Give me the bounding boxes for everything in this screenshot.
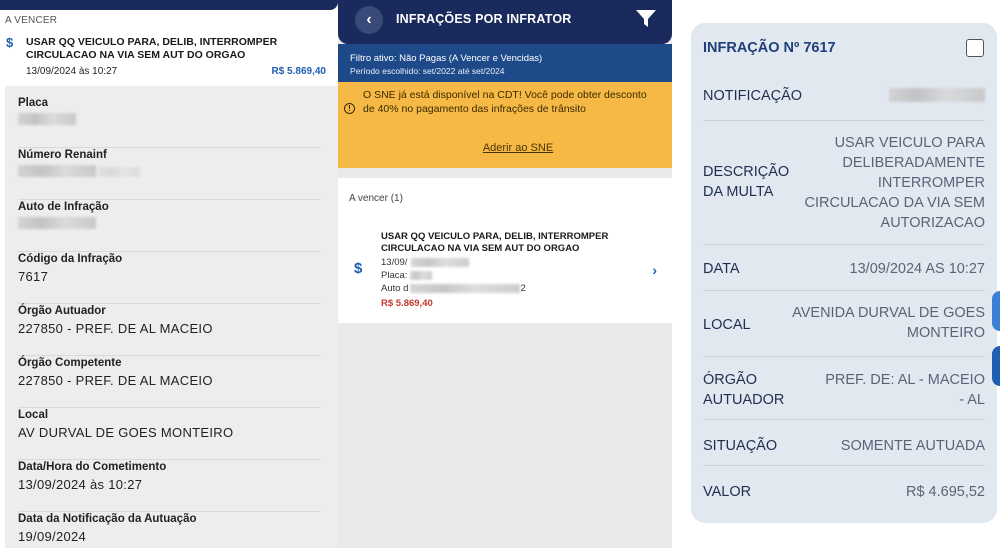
card-plate [381,270,432,282]
infraction-list-item[interactable] [0,30,338,84]
infraction-detail-card [691,23,997,523]
card-value: R$ 5.869,40 [381,298,433,309]
infraction-title: USAR QQ VEICULO PARA, DELIB, INTERROMPER CIRCULACAO NA VIA SEM AUT DO ORGAO [381,231,609,254]
field-label: Placa [18,97,49,109]
field-value-redacted [18,165,321,181]
field-renainf [18,148,321,200]
chevron-left-icon: ‹ [366,11,372,28]
active-filter-text: Filtro ativo: Não Pagas (A Vencer e Vencidas) [350,53,543,64]
dollar-icon: $ [6,35,14,50]
sne-banner [338,82,672,168]
row-descricao [703,121,985,245]
field-value-redacted [18,217,321,233]
row-value: SOMENTE AUTUADA [840,438,985,454]
row-valor [703,466,985,514]
back-button[interactable] [355,6,383,34]
row-orgao [703,357,985,420]
field-value: 19/09/2024 [18,529,87,544]
details-panel [5,86,338,548]
row-key: DESCRIÇÃO DA MULTA [703,164,790,200]
filter-status-bar [338,44,672,82]
row-value: PREF. DE: AL - MACEIO - AL [825,372,985,408]
redacted-block [410,271,432,280]
row-notificacao [703,69,985,121]
field-label: Código da Infração [18,253,123,265]
field-codigo [18,252,321,304]
redacted-block [411,258,469,267]
card-plate-label: Placa: [381,270,408,281]
field-value: 7617 [18,269,49,284]
section-label: A VENCER [5,15,58,26]
row-key: DATA [703,261,740,277]
card-date-prefix: 13/09/ [381,257,408,268]
field-label: Número Renainf [18,149,107,161]
sne-join-link[interactable]: Aderir ao SNE [482,142,554,154]
period-text: Período escolhido: set/2022 até set/2024 [350,66,505,76]
row-value: AVENIDA DURVAL DE GOES MONTEIRO [792,305,985,341]
row-key: SITUAÇÃO [703,438,778,454]
middle-list-screen [338,0,672,548]
field-orgao-autuador [18,304,321,356]
field-value: 227850 - PREF. DE AL MACEIO [18,321,213,336]
field-label: Local [18,409,49,421]
dollar-icon: $ [354,260,363,277]
field-label: Órgão Competente [18,357,122,369]
infraction-title: USAR QQ VEICULO PARA, DELIB, INTERROMPER CIRCULACAO NA VIA SEM AUT DO ORGAO [26,36,278,61]
field-value: AV DURVAL DE GOES MONTEIRO [18,425,234,440]
sne-banner-text: O SNE já está disponível na CDT! Você pode obter desconto de 40% no pagamento das infrações de trânsito [363,89,647,115]
field-value: 227850 - PREF. DE AL MACEIO [18,373,213,388]
field-local [18,408,321,460]
infraction-date: 13/09/2024 às 10:27 [26,66,118,77]
row-key: ÓRGÃO AUTUADOR [703,372,785,408]
count-label: A vencer (1) [349,193,403,204]
row-value: R$ 4.695,52 [905,484,985,500]
field-orgao-competente [18,356,321,408]
row-value: USAR VEICULO PARA DELIBERADAMENTE INTERROMPER CIRCULACAO DA VIA SEM AUTORIZACAO [804,135,985,231]
left-detail-screen [0,0,338,548]
field-label: Data/Hora do Cometimento [18,461,167,473]
infraction-value: R$ 5.869,40 [271,66,326,77]
app-header [338,0,672,44]
row-key: VALOR [703,484,752,500]
field-label: Auto de Infração [18,201,109,213]
card-auto-label: Auto d [381,283,409,294]
select-checkbox[interactable] [966,39,984,57]
row-situacao [703,420,985,466]
info-icon: ! [344,103,355,114]
row-key: NOTIFICAÇÃO [703,88,803,104]
card-auto [381,283,526,295]
field-data-notificacao [18,512,321,548]
card-auto-suffix: 2 [520,283,526,294]
infraction-heading: INFRAÇÃO Nº 7617 [703,40,836,56]
filter-icon[interactable] [636,10,656,28]
chevron-right-icon[interactable]: › [652,262,657,278]
field-placa [18,96,321,148]
right-detail-card-screen [672,0,1000,548]
row-data [703,245,985,291]
field-value: 13/09/2024 às 10:27 [18,477,143,492]
row-value: 13/09/2024 AS 10:27 [849,261,985,277]
side-tab-2[interactable] [992,346,1000,386]
page-title: INFRAÇÕES POR INFRATOR [396,12,572,26]
row-value-redacted [889,88,985,108]
field-data-hora [18,460,321,512]
card-date [381,257,469,269]
field-label: Órgão Autuador [18,305,106,317]
redacted-block [410,284,520,293]
infraction-card[interactable] [338,178,672,323]
field-label: Data da Notificação da Autuação [18,513,197,525]
row-key: LOCAL [703,317,751,333]
field-value-redacted [18,113,321,129]
field-auto [18,200,321,252]
row-local [703,291,985,357]
side-tab-1[interactable] [992,291,1000,331]
top-bar [0,0,338,10]
